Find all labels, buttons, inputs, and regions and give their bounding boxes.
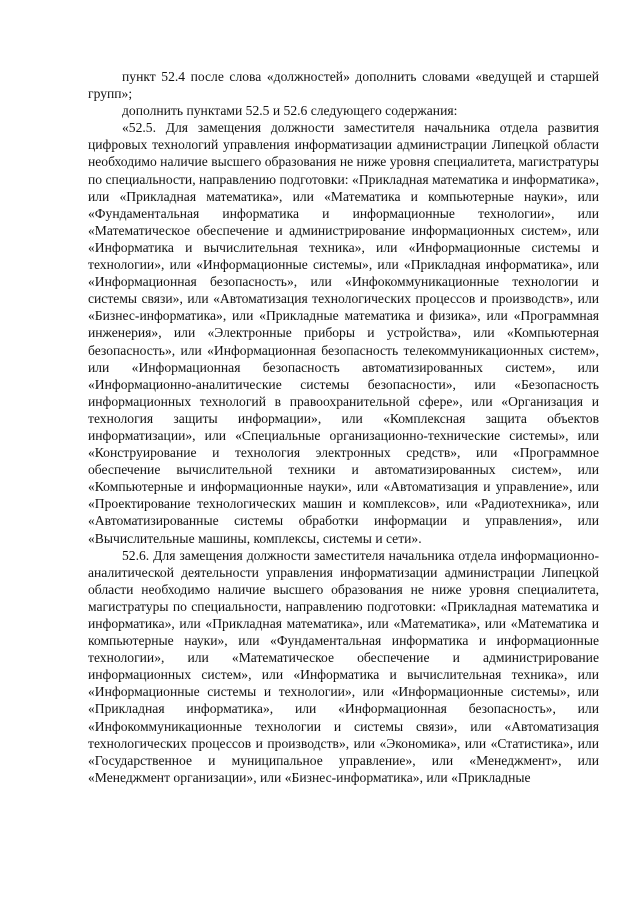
paragraph-52-5: «52.5. Для замещения должности заместителя начальника отдела развития цифровых технологий управления информатизации администрации Липецкой области необходимо наличие высшего образования не ниже уровня специалитета, магистратуры по специальности, направлению подготовки: «Прикладная математика и информатика», или «Прикладная математика», или «Математика и компьютерные науки», или «Фундаментальная информатика и информационные технологии», или «Математическое обеспечение и администрирование информационных систем», или «Информатика и вычислительная техника», или «Информационные системы и технологии», или «Информационные системы», или «Прикладная информатика», или «Информационная безопасность», или «Инфокоммуникационные технологии и системы связи», или «Автоматизация технологических процессов и производств», или «Бизнес-информатика», или «Прикладные математика и физика», или «Программная инженерия», или «Электронные приборы и устройства», или «Компьютерная безопасность», или «Информационная безопасность телекоммуникационных систем», или «Информационная безопасность автоматизированных систем», или «Информационно-аналитические системы безопасности», или «Безопасность информационных технологий в правоохранительной сфере», или «Организация и технология защиты информации», или «Комплексная защита объектов информатизации», или «Специальные организационно-технические системы», или «Конструирование и технология электронных средств», или «Программное обеспечение вычислительной техники и автоматизированных систем», или «Компьютерные и информационные науки», или «Автоматизация и управление», или «Проектирование технологических машин и комплексов», или «Радиотехника», или «Автоматизированные системы обработки информации и управления», или «Вычислительные машины, комплексы, системы и сети». [88,120,599,546]
paragraph-52-6: 52.6. Для замещения должности заместителя начальника отдела информационно-аналитической деятельности управления информатизации администрации Липецкой области необходимо наличие высшего образования не ниже уровня специалитета, магистратуры по специальности, направлению подготовки: «Прикладная математика и информатика», или «Прикладная математика», или «Математика», или «Математика и компьютерные науки», или «Фундаментальная информатика и информационные технологии», или «Математическое обеспечение и администрирование информационных систем», или «Информатика и вычислительная техника», или «Информационные системы и технологии», или «Информационные системы», или «Прикладная информатика», или «Информационная безопасность», или «Инфокоммуникационные технологии и системы связи», или «Автоматизация технологических процессов и производств», или «Экономика», или «Статистика», или «Государственное и муниципальное управление», или «Менеджмент», или «Менеджмент организации», или «Бизнес-информатика», или «Прикладные [88,547,599,785]
paragraph-add-items: дополнить пунктами 52.5 и 52.6 следующего содержания: [122,103,458,119]
document-body [88,68,599,786]
paragraph-item-52-4: пункт 52.4 после слова «должностей» дополнить словами «ведущей и старшей групп»; [88,69,599,102]
